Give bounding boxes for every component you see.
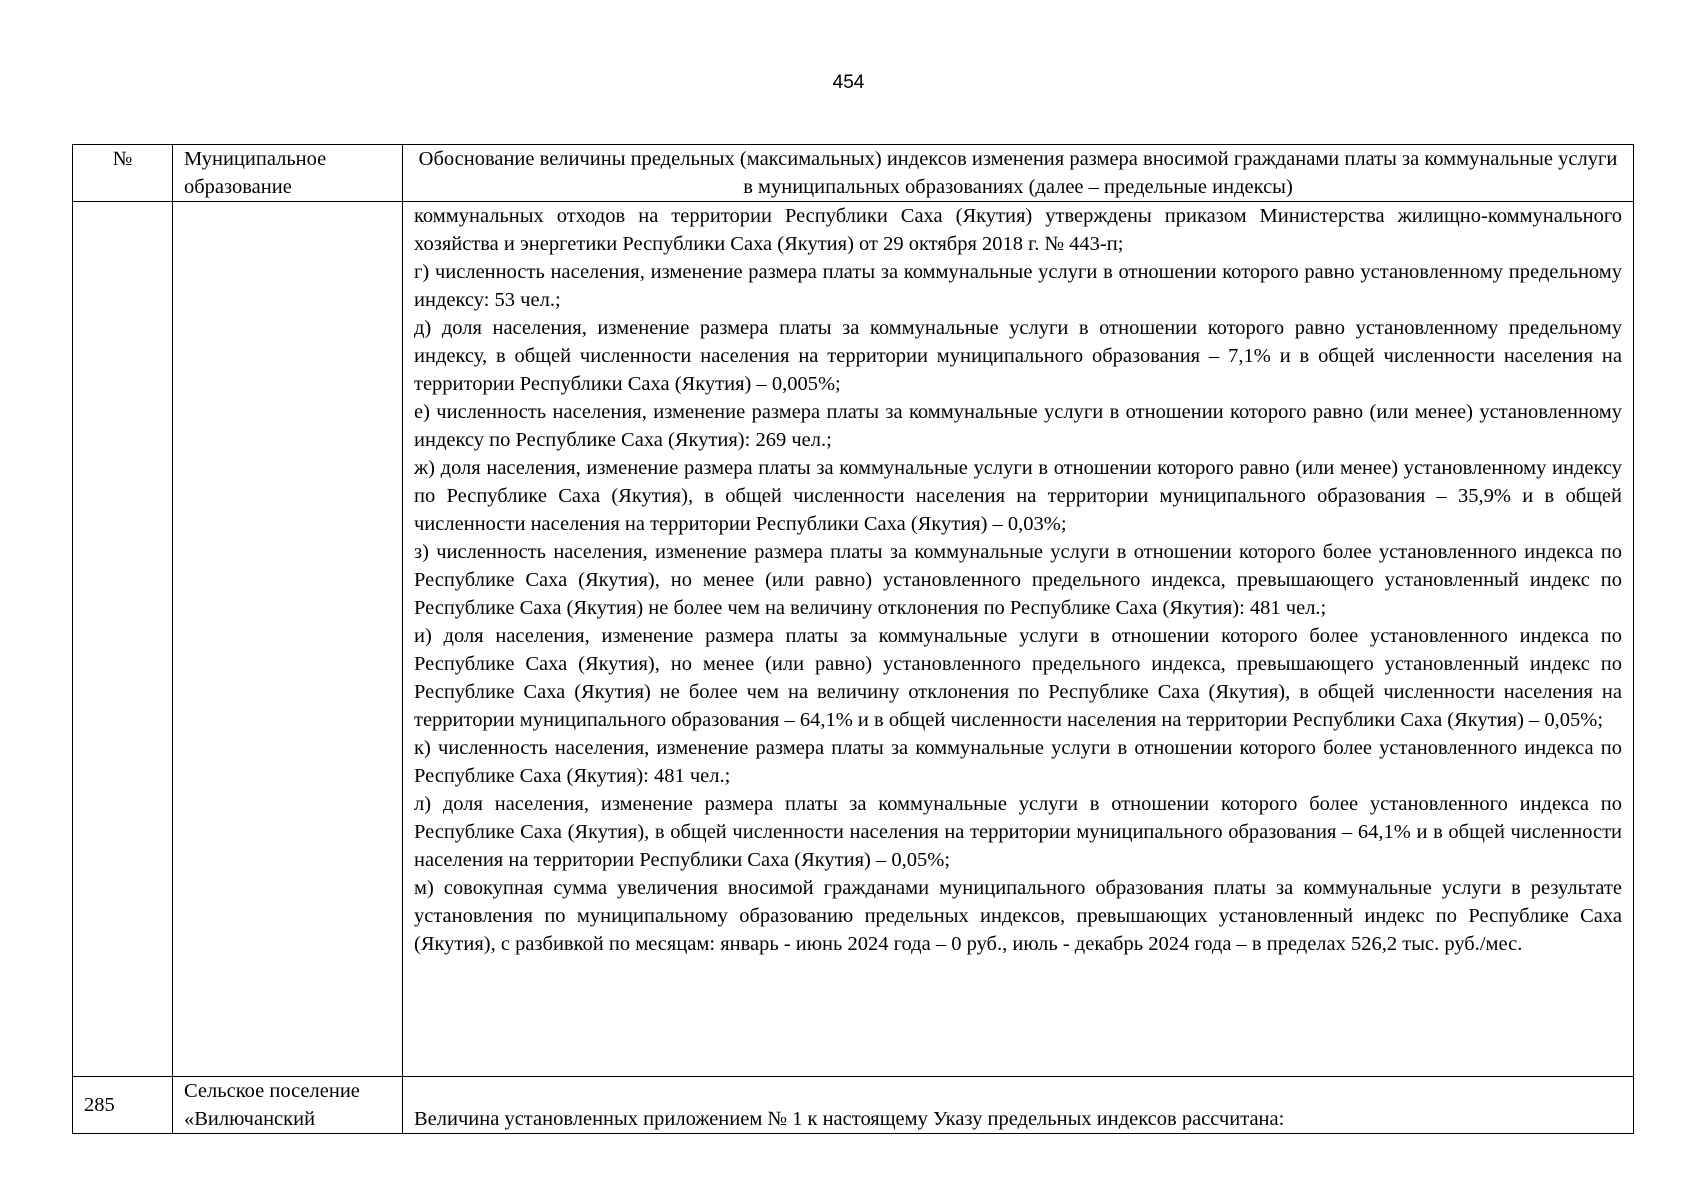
paragraph-e: е) численность населения, изменение размера платы за коммунальные услуги в отношении которого равно (или менее) установленному индексу по Республике Саха (Якутия): 269 чел.; — [414, 401, 1622, 451]
paragraph-i: и) доля населения, изменение размера платы за коммунальные услуги в отношении которого более установленного индекса по Республике Саха (Якутия), но менее (или равно) установленного предельного индекса, превышающего установленный индекс по Республике Саха (Якутия) не более чем на величину отклонения по Республике Саха (Якутия), в общей численности населения на территории муниципального образования – 64,1% и в общей численности населения на территории Республики Саха (Якутия) – 0,05%; — [414, 625, 1622, 731]
paragraph-k: к) численность населения, изменение размера платы за коммунальные услуги в отношении которого более установленного индекса по Республике Саха (Якутия): 481 чел.; — [414, 737, 1622, 787]
row-num-cell: 285 — [73, 1077, 173, 1134]
row-justification-cell: Величина установленных приложением № 1 к настоящему Указу предельных индексов рассчитана: — [403, 1077, 1634, 1134]
paragraph-z: з) численность населения, изменение размера платы за коммунальные услуги в отношении которого более установленного индекса по Республике Саха (Якутия), но менее (или равно) установленного предельного индекса, превышающего установленный индекс по Республике Саха (Якутия) не более чем на величину отклонения по Республике Саха (Якутия): 481 чел.; — [414, 541, 1622, 619]
paragraph-l: л) доля населения, изменение размера платы за коммунальные услуги в отношении которого более установленного индекса по Республике Саха (Якутия), в общей численности населения на территории муниципального образования – 64,1% и в общей численности населения на территории Республики Саха (Якутия) – 0,05%; — [414, 793, 1622, 871]
table-header-row — [73, 145, 1634, 202]
paragraph-g: г) численность населения, изменение размера платы за коммунальные услуги в отношении которого равно установленному предельному индексу: 53 чел.; — [414, 261, 1622, 311]
header-municipality: Муниципальное образование — [173, 145, 403, 202]
row-municipality-cell: Сельское поселение «Вилючанский — [173, 1077, 403, 1134]
paragraph-zh: ж) доля населения, изменение размера платы за коммунальные услуги в отношении которого равно (или менее) установленному индексу по Республике Саха (Якутия), в общей численности населения на территории муниципального образования – 35,9% и в общей численности населения на территории Республики Саха (Якутия) – 0,03%; — [414, 457, 1622, 535]
justification-table — [72, 144, 1634, 1134]
table-row — [73, 202, 1634, 1077]
paragraph-d: д) доля населения, изменение размера платы за коммунальные услуги в отношении которого равно установленному предельному индексу, в общей численности населения на территории муниципального образования – 7,1% и в общей численности населения на территории Республики Саха (Якутия) – 0,005%; — [414, 317, 1622, 395]
paragraph-m: м) совокупная сумма увеличения вносимой гражданами муниципального образования платы за коммунальные услуги в результате установления по муниципальному образованию предельных индексов, превышающих установленный индекс по Республике Саха (Якутия), с разбивкой по месяцам: январь - июнь 2024 года – 0 руб., июль - декабрь 2024 года – в пределах 526,2 тыс. руб./мес. — [414, 877, 1622, 955]
header-justification: Обоснование величины предельных (максимальных) индексов изменения размера вносимой гражданами платы за коммунальные услуги в муниципальных образованиях (далее – предельные индексы) — [403, 145, 1634, 202]
table-row — [73, 1077, 1634, 1134]
row-municipality-cell — [173, 202, 403, 1077]
row-justification-cell — [403, 202, 1634, 1077]
row-num-cell — [73, 202, 173, 1077]
paragraph-continuation: коммунальных отходов на территории Республики Саха (Якутия) утверждены приказом Министерства жилищно-коммунального хозяйства и энергетики Республики Саха (Якутия) от 29 октября 2018 г. № 443-п; — [414, 205, 1622, 255]
page-number: 454 — [832, 72, 865, 93]
header-num: № — [73, 145, 173, 202]
